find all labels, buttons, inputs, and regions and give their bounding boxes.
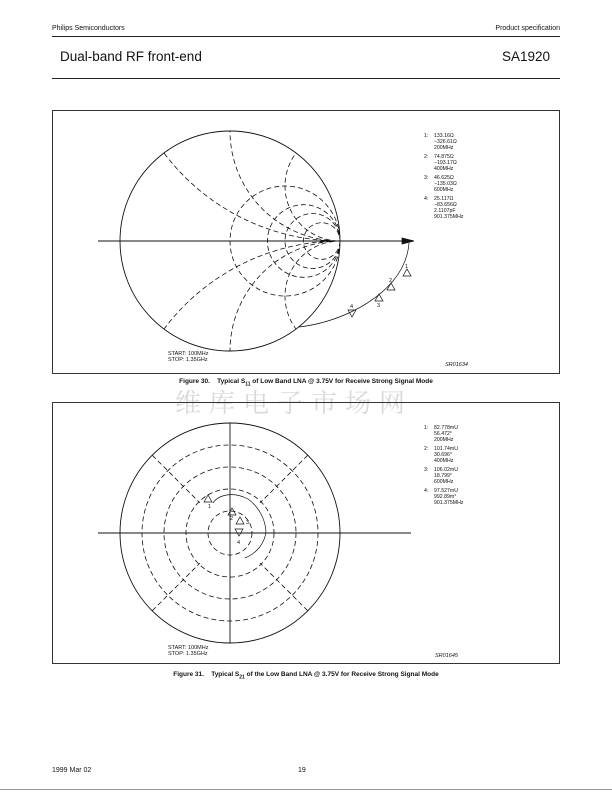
- marker-value: 97.527mU: [434, 488, 458, 494]
- marker-label-4: 4: [350, 304, 354, 310]
- marker-value: 25.117Ω: [434, 196, 454, 202]
- marker-value: −135.03Ω: [434, 181, 457, 187]
- marker-value: 2.1107pF: [434, 208, 456, 214]
- page-edge: [0, 789, 612, 790]
- marker-id: 4:: [424, 196, 429, 202]
- reactance-arc: [285, 241, 395, 351]
- reactance-arc: [285, 131, 395, 241]
- figure-31-caption-sub: 21: [239, 674, 245, 681]
- angle-spoke: [260, 455, 308, 503]
- figure-31-polar-chart: [53, 403, 561, 665]
- figure-31-stop: STOP: 1.35GHz: [168, 651, 208, 657]
- figure-30-marker-legend: [424, 133, 463, 223]
- marker-entry: [424, 175, 463, 193]
- figure-30-code: SR01634: [445, 362, 468, 368]
- reactance-arc: [230, 111, 450, 241]
- s11-arrow: [402, 238, 414, 244]
- figure-31-caption: [0, 671, 612, 680]
- marker-1-triangle: [204, 495, 212, 502]
- figure-30-stop: STOP: 1.35GHz: [168, 357, 208, 363]
- figure-30-frame: [52, 110, 560, 374]
- marker-id: 2:: [424, 446, 429, 452]
- marker-value: 106.02mU: [434, 467, 458, 473]
- marker-value: 46.625Ω: [434, 175, 454, 181]
- marker-value: 56.472°: [434, 431, 452, 437]
- marker-id: 2:: [424, 154, 429, 160]
- figure-30-caption-rest: of Low Band LNA @ 3.75V for Receive Strong Signal Mode: [250, 378, 433, 385]
- marker-value: −193.17Ω: [434, 160, 457, 166]
- marker-entry: [424, 488, 463, 506]
- marker-value: 200MHz: [434, 145, 454, 151]
- marker-id: 3:: [424, 175, 429, 181]
- marker-value: 600MHz: [434, 479, 454, 485]
- marker-value: 133.16Ω: [434, 133, 454, 139]
- marker-value: 200MHz: [434, 437, 454, 443]
- part-number: SA1920: [501, 49, 550, 64]
- marker-label-3: 3: [377, 303, 381, 309]
- marker-4-triangle: [235, 529, 243, 536]
- marker-id: 4:: [424, 488, 429, 494]
- marker-label-3: 3: [246, 520, 250, 526]
- marker-entry: [424, 196, 463, 220]
- reactance-arc: [230, 241, 450, 375]
- marker-value: −326.61Ω: [434, 139, 457, 145]
- marker-entry: [424, 467, 463, 485]
- marker-value: 18.799°: [434, 473, 452, 479]
- marker-value: 901.375MHz: [434, 214, 464, 220]
- angle-spoke: [152, 455, 200, 503]
- marker-label-1: 1: [208, 504, 212, 510]
- footer-date: 1999 Mar 02: [52, 767, 92, 774]
- figure-31-start: START: 100MHz: [168, 645, 209, 651]
- figure-30-number: Figure 30.: [179, 378, 210, 385]
- footer-page-number: 19: [298, 767, 306, 774]
- marker-value: 74.875Ω: [434, 154, 454, 160]
- marker-entry: [424, 133, 463, 151]
- page-title: Dual-band RF front-end: [60, 49, 202, 64]
- marker-label-4: 4: [237, 540, 241, 546]
- marker-entry: [424, 154, 463, 172]
- marker-label-2: 2: [230, 516, 234, 522]
- marker-id: 1:: [424, 425, 429, 431]
- header-rule: [52, 36, 560, 37]
- figure-31-number: Figure 31.: [173, 671, 204, 678]
- figure-30-caption-sub: 11: [245, 381, 251, 388]
- header-doc-type: Product specification: [495, 25, 560, 32]
- marker-entry: [424, 446, 463, 464]
- marker-3-triangle: [236, 517, 244, 524]
- marker-value: 82.778mU: [434, 425, 458, 431]
- figure-30-smith-chart: [53, 111, 561, 375]
- marker-value: 30.696°: [434, 452, 452, 458]
- figure-31-code: SR01645: [435, 653, 458, 659]
- s21-trace: [213, 495, 266, 558]
- marker-value: 101.74mU: [434, 446, 458, 452]
- marker-value: 901.375MHz: [434, 500, 464, 506]
- angle-spoke: [152, 563, 200, 611]
- marker-value: 600MHz: [434, 187, 454, 193]
- figure-31-frame: [52, 402, 560, 664]
- title-rule: [52, 78, 560, 79]
- marker-entry: [424, 425, 463, 443]
- watermark: 维库电子市场网: [175, 389, 414, 419]
- figure-31-caption-rest: of the Low Band LNA @ 3.75V for Receive Strong Signal Mode: [244, 671, 439, 678]
- angle-spoke: [260, 563, 308, 611]
- marker-value: 400MHz: [434, 166, 454, 172]
- marker-value: 992.89m°: [434, 494, 457, 500]
- marker-4-triangle: [348, 310, 356, 317]
- figure-31-caption-text: Typical S: [211, 671, 240, 678]
- marker-id: 3:: [424, 467, 429, 473]
- reactance-arc: [120, 111, 560, 241]
- marker-value: −83.656Ω: [434, 202, 457, 208]
- marker-value: 400MHz: [434, 458, 454, 464]
- header-company: Philips Semiconductors: [52, 25, 125, 32]
- figure-31-marker-legend: [424, 425, 463, 509]
- marker-label-2: 2: [389, 278, 393, 284]
- figure-30-caption-text: Typical S: [217, 378, 246, 385]
- marker-1-triangle: [403, 269, 411, 276]
- figure-30-start: START: 100MHz: [168, 351, 209, 357]
- marker-label-1: 1: [405, 264, 409, 270]
- marker-id: 1:: [424, 133, 429, 139]
